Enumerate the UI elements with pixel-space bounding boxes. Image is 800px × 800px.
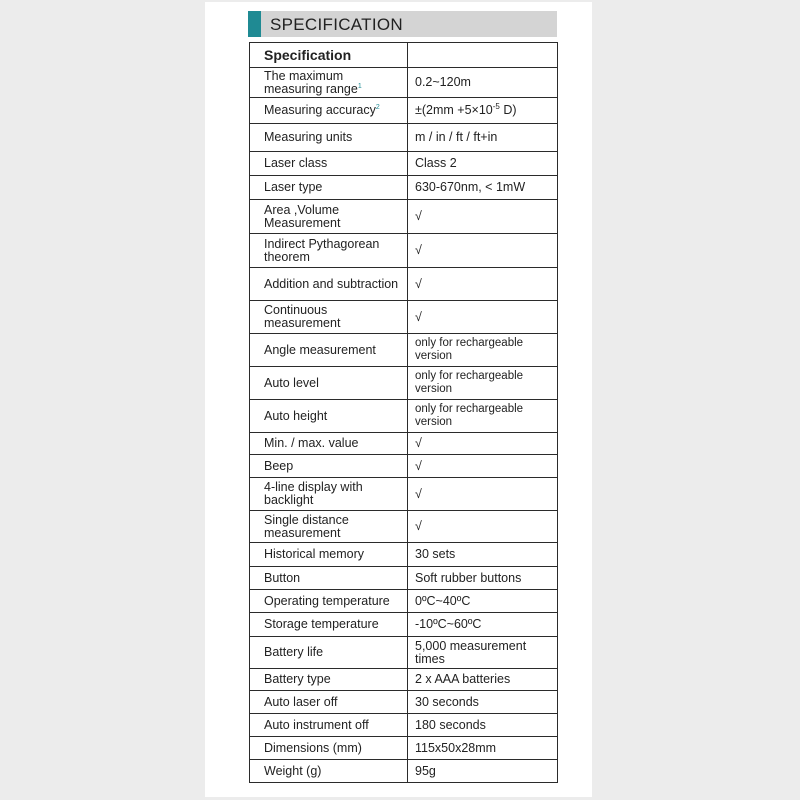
row-value: 30 seconds [408,691,558,714]
row-label: Battery life [250,637,408,669]
row-label: Auto instrument off [250,714,408,737]
row-value: √ [408,268,558,301]
row-value: Soft rubber buttons [408,567,558,590]
table-row [250,737,558,760]
row-value: only for rechargeable version [408,334,558,367]
row-label: Min. / max. value [250,433,408,455]
row-value: √ [408,234,558,268]
table-row [250,455,558,478]
row-label: Weight (g) [250,760,408,783]
row-value: only for rechargeable version [408,400,558,433]
row-label: Laser type [250,176,408,200]
row-label: Laser class [250,152,408,176]
row-label: Operating temperature [250,590,408,613]
row-label: 4-line display with backlight [250,478,408,511]
row-value: 180 seconds [408,714,558,737]
table-row [250,714,558,737]
row-value: √ [408,478,558,511]
table-row [250,511,558,543]
table-row [250,124,558,152]
row-label: Continuous measurement [250,301,408,334]
row-label: Historical memory [250,543,408,567]
row-value: 95g [408,760,558,783]
row-label: Button [250,567,408,590]
row-label: Single distance measurement [250,511,408,543]
section-header [248,11,557,37]
table-row [250,268,558,301]
table-row [250,68,558,98]
row-label: Auto laser off [250,691,408,714]
row-label: Area ,Volume Measurement [250,200,408,234]
row-value: 0ºC~40ºC [408,590,558,613]
specification-table [249,42,558,783]
row-label: Storage temperature [250,613,408,637]
row-label: Indirect Pythagorean theorem [250,234,408,268]
row-value: -10ºC~60ºC [408,613,558,637]
header-accent-bar [248,11,261,37]
row-value: Class 2 [408,152,558,176]
table-heading: Specification [250,43,408,68]
row-value: only for rechargeable version [408,367,558,400]
row-value: √ [408,200,558,234]
table-row [250,234,558,268]
table-row [250,478,558,511]
row-label: Angle measurement [250,334,408,367]
footnote-marker: 2 [375,103,380,111]
row-label: Measuring units [250,124,408,152]
table-header-row [250,43,558,68]
row-label: The maximum measuring range$^1$ [250,68,408,98]
row-value: √ [408,455,558,478]
table-row [250,613,558,637]
table-row [250,543,558,567]
table-row [250,433,558,455]
row-label: Auto level [250,367,408,400]
table-row [250,98,558,124]
row-label: Beep [250,455,408,478]
row-value: 5,000 measurement times [408,637,558,669]
footnote-marker: 1 [357,82,362,90]
table-row [250,590,558,613]
row-value: 115x50x28mm [408,737,558,760]
table-row [250,301,558,334]
table-row [250,400,558,433]
table-row [250,567,558,590]
table-row [250,637,558,669]
row-label: Battery type [250,669,408,691]
table-row [250,760,558,783]
row-value: 0.2~120m [408,68,558,98]
section-title: SPECIFICATION [270,15,403,34]
table-row [250,152,558,176]
table-row [250,367,558,400]
table-heading-value [408,43,558,68]
row-value: $\pm(2mm +5\times 10^{-5}$ D) [408,98,558,124]
table-row [250,669,558,691]
row-value: √ [408,433,558,455]
row-value: m / in / ft / ft+in [408,124,558,152]
table-row [250,200,558,234]
row-label: Auto height [250,400,408,433]
row-value: 30 sets [408,543,558,567]
row-value: 630-670nm, < 1mW [408,176,558,200]
row-label: Addition and subtraction [250,268,408,301]
table-row [250,691,558,714]
row-label: Dimensions (mm) [250,737,408,760]
row-value: √ [408,301,558,334]
table-row [250,334,558,367]
table-row [250,176,558,200]
row-value: 2 x AAA batteries [408,669,558,691]
row-label: Measuring accuracy$^2$ [250,98,408,124]
row-value: √ [408,511,558,543]
